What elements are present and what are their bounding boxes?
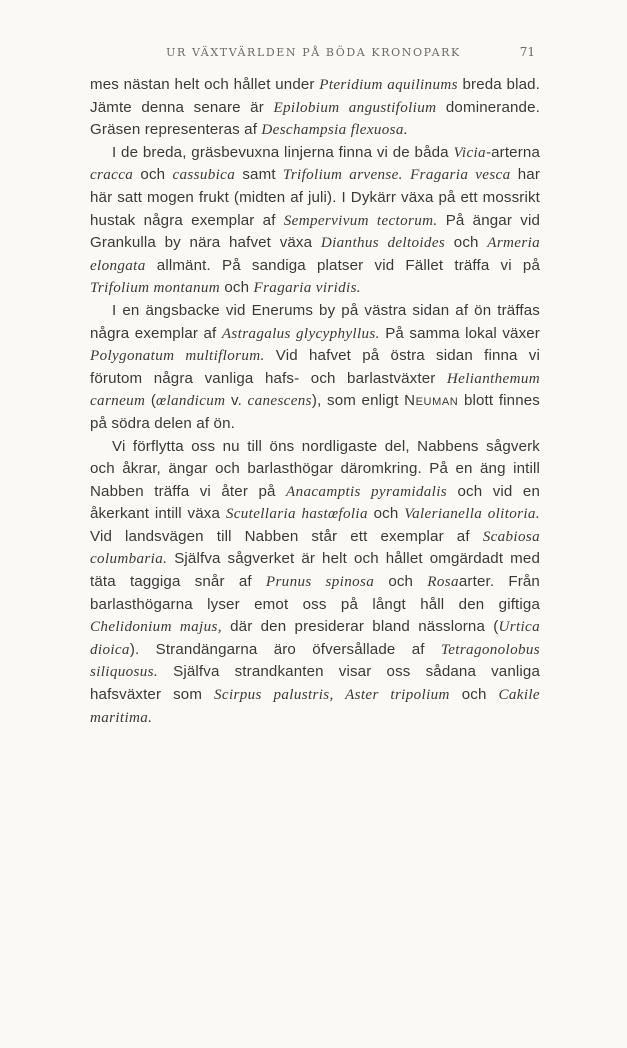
text-run: v. [225,392,248,410]
species-name: Trifolium montanum [90,280,221,297]
species-name: Helianthemum carneum [90,370,540,410]
species-name: Valerianella olitoria. [404,506,540,523]
species-name: Urtica dioica [90,619,540,658]
text-run: dominerande. Gräsen representeras af [90,98,540,139]
text-run: och [367,505,405,523]
paragraph-1 [90,74,540,142]
species-name: canescens [247,393,312,410]
text-run: Vid hafvet på östra sidan finna vi förutom några vanliga hafs- och barlastväxter [90,347,541,387]
text-run: mes nästan helt och hållet under [90,76,320,93]
species-name: Rosa [427,574,459,591]
paragraph-4 [90,436,540,730]
species-name: Scirpus palustris, Aster tripolium [214,687,450,704]
paragraph-3 [90,300,540,436]
text-run: Själfva strandkanten visar oss sådana vanliga hafsväxter som [90,663,540,704]
page-header [0,46,627,64]
species-name: Fragaria viridis. [253,280,361,297]
text-run: På ängar vid Grankulla by nära hafvet växa [90,211,540,252]
text-run: ). Strandängarna äro öfversållade af [129,640,441,658]
species-name: Scutellaria hastœfolia [225,506,368,523]
species-name: Scabiosa columbaria. [90,528,540,568]
text-run: samt [235,166,283,184]
text-run: ), som enligt [311,392,405,410]
text-run: -arterna [485,143,540,161]
species-name: Polygonatum multiflorum. [90,348,265,365]
text-run: I de breda, gräsbevuxna linjerna finna vi de båda [112,143,454,161]
text-run: och vid en åkerkant intill växa [90,482,541,523]
author-name: Neuman [404,392,459,410]
species-name: Trifolium arvense. [282,167,403,184]
text-run: Själfva sågverket är helt och hållet omgärdadt med täta taggiga snår af [90,550,540,591]
text-run: och [220,279,254,297]
paragraph-2 [90,142,540,300]
species-name: Cakile maritima. [90,687,540,726]
body-text [90,74,540,729]
text-run: allmänt. På sandiga platser vid Fället träffa vi på [145,256,540,274]
species-name: Vicia [453,144,486,161]
species-name: Astragalus glycyphyllus. [221,325,380,342]
species-name: Sempervivum tectorum. [283,212,438,229]
species-name: œlandicum [156,393,226,410]
page-number: 71 [519,45,535,59]
text-run: I en ängsbacke vid Enerums by på västra sidan af ön träffas några exemplar af [90,301,540,342]
species-name: Epilobium angustifolium [273,99,437,116]
species-name: Fragaria vesca [410,167,511,184]
text-run: har här satt mogen frukt (midten af juli). I Dykärr växa på ett mossrikt hustak några exemplar af [90,166,541,229]
text-run: arter. Från barlasthögarna lyser emot oss på långt håll den giftiga [90,573,540,613]
species-name: Pteridium aquilinums [319,77,458,93]
text-run: där den presiderar bland nässlorna ( [221,618,499,636]
text-run: och [449,686,499,704]
species-name: Armeria elongata [90,235,541,274]
text-run [403,166,410,183]
running-head: UR VÄXTVÄRLDEN PÅ BÖDA KRONOPARK [166,46,461,59]
text-run: och [374,573,428,591]
species-name: Anacamptis pyramidalis [286,483,447,500]
text-run: blott finnes på södra delen af ön. [90,392,540,432]
species-name: cracca [90,167,134,184]
text-run: Vid landsvägen till Nabben står ett exemplar af [90,527,483,545]
species-name: Deschampsia flexuosa. [261,122,408,139]
species-name: Tetragonolobus siliquosus. [90,641,540,681]
text-run: och [445,234,488,252]
text-run: Vi förflytta oss nu till öns nordligaste del, Nabbens sågverk och åkrar, ängar och barlasthögar däromkring. På en äng intill Nabben träffa vi åter på [90,437,540,500]
text-run: breda blad. Jämte denna senare är [90,76,540,116]
text-run: och [133,166,173,184]
text-run: ( [145,392,157,410]
species-name: Chelidonium majus, [90,619,222,636]
species-name: Prunus spinosa [265,574,375,591]
species-name: Dianthus deltoides [320,235,446,252]
text-run: På samma lokal växer [379,324,540,342]
species-name: cassubica [172,167,236,184]
